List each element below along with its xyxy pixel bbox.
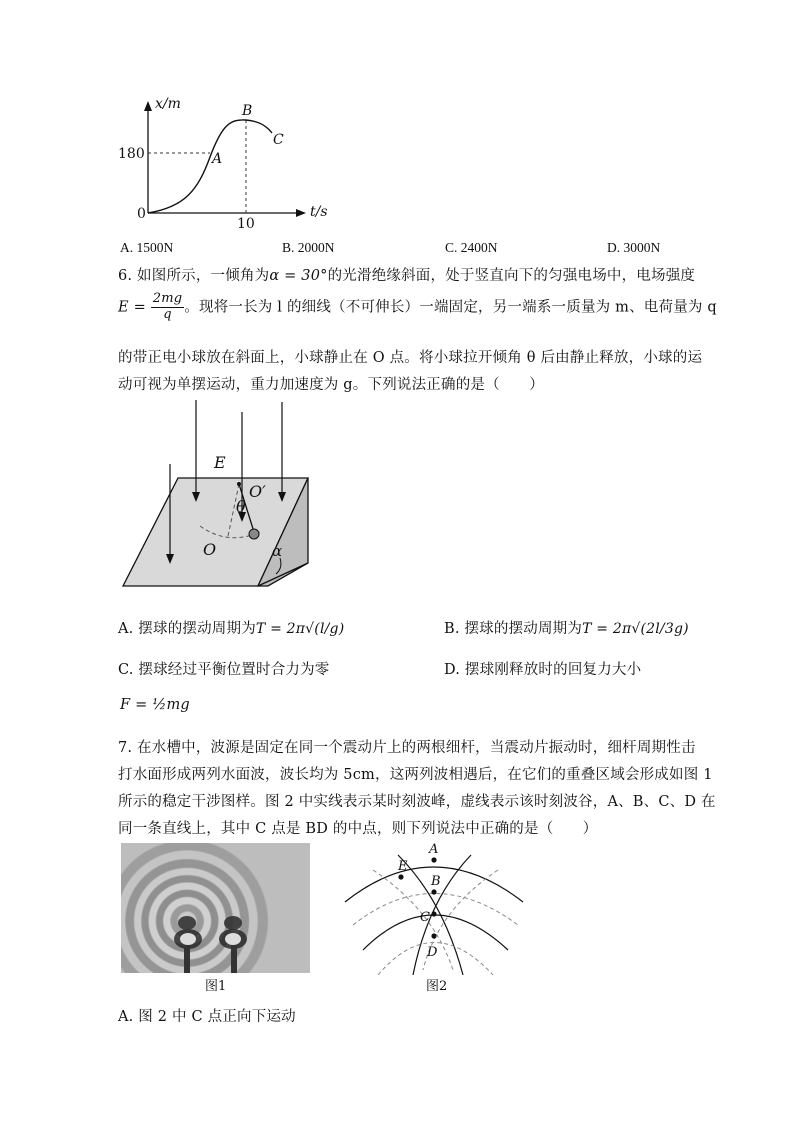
q7-line1: 7. 在水槽中，波源是固定在同一个震动片上的两根细杆，当震动片振动时，细杆周期性击 [118, 740, 696, 756]
fig2-label-e: E [398, 859, 408, 874]
field-fraction: $\frac{2mg}{q}$ [152, 291, 183, 322]
fig1-caption: 图1 [205, 979, 227, 994]
fig2-label-d: D [427, 945, 438, 960]
q6-option-a[interactable]: A. 摆球的摆动周期为T = 2π√(l/g) [118, 621, 345, 637]
q6-line4: 动可视为单摆运动，重力加速度为 g。下列说法正确的是（ ） [118, 377, 544, 393]
q7-line3: 所示的稳定干涉图样。图 2 中实线表示某时刻波峰，虚线表示该时刻波谷，A、B、C、D 在 [118, 794, 716, 810]
incline-figure [118, 398, 328, 590]
field-e-label: E [214, 453, 226, 472]
q6-line1: 6. 如图所示，一倾角为α = 30°的光滑绝缘斜面，处于竖直向下的匀强电场中，电场强度 [118, 268, 696, 284]
equilibrium-label: O [203, 540, 217, 559]
interference-photo [121, 843, 310, 973]
q7-line2: 打水面形成两列水面波，波长均为 5cm，这两列波相遇后，在它们的重叠区域会形成如图 1 [118, 767, 713, 783]
alpha-label: α [272, 542, 283, 560]
q6-option-b[interactable]: B. 摆球的摆动周期为T = 2π√(2l/3g) [444, 621, 689, 637]
q6-option-d[interactable]: D. 摆球刚释放时的回复力大小 [444, 662, 642, 678]
xt-graph [130, 95, 320, 235]
q5-option-c[interactable]: C. 2400N [445, 240, 498, 255]
point-a-label: A [212, 151, 223, 167]
q6-line3: 的带正电小球放在斜面上，小球静止在 O 点。将小球拉开倾角 θ 后由静止释放，小球的运 [118, 350, 703, 366]
point-b-label: B [242, 103, 253, 119]
x-axis-label: t/s [310, 204, 328, 220]
pivot-label: O′ [249, 482, 266, 501]
q6-option-d-formula: F = ½mg [120, 697, 190, 713]
q6-line2: E = $\frac{2mg}{q}$ 。现将一长为 l 的细线（不可伸长）一端固定，另一端系一质量为 m、电荷量为 q [118, 291, 717, 322]
origin-label: 0 [137, 206, 146, 222]
fig2-label-a: A [429, 842, 439, 857]
x-tick-label: 10 [237, 216, 255, 232]
y-axis-label: x/m [155, 96, 181, 112]
y-tick-label: 180 [118, 146, 145, 162]
q7-option-a[interactable]: A. 图 2 中 C 点正向下运动 [118, 1009, 296, 1025]
fig2-label-c: C [420, 910, 430, 925]
fig2-label-b: B [431, 874, 441, 889]
wave-sources-icon [121, 843, 310, 973]
theta-label: θ [236, 497, 246, 516]
fig2-caption: 图2 [426, 979, 448, 994]
point-c-label: C [273, 132, 284, 148]
q7-line4: 同一条直线上，其中 C 点是 BD 的中点，则下列说法中正确的是（ ） [118, 821, 598, 837]
q6-option-c[interactable]: C. 摆球经过平衡位置时合力为零 [118, 662, 330, 678]
q5-option-a[interactable]: A. 1500N [120, 240, 174, 255]
q5-option-b[interactable]: B. 2000N [282, 240, 335, 255]
q5-option-d[interactable]: D. 3000N [607, 240, 661, 255]
